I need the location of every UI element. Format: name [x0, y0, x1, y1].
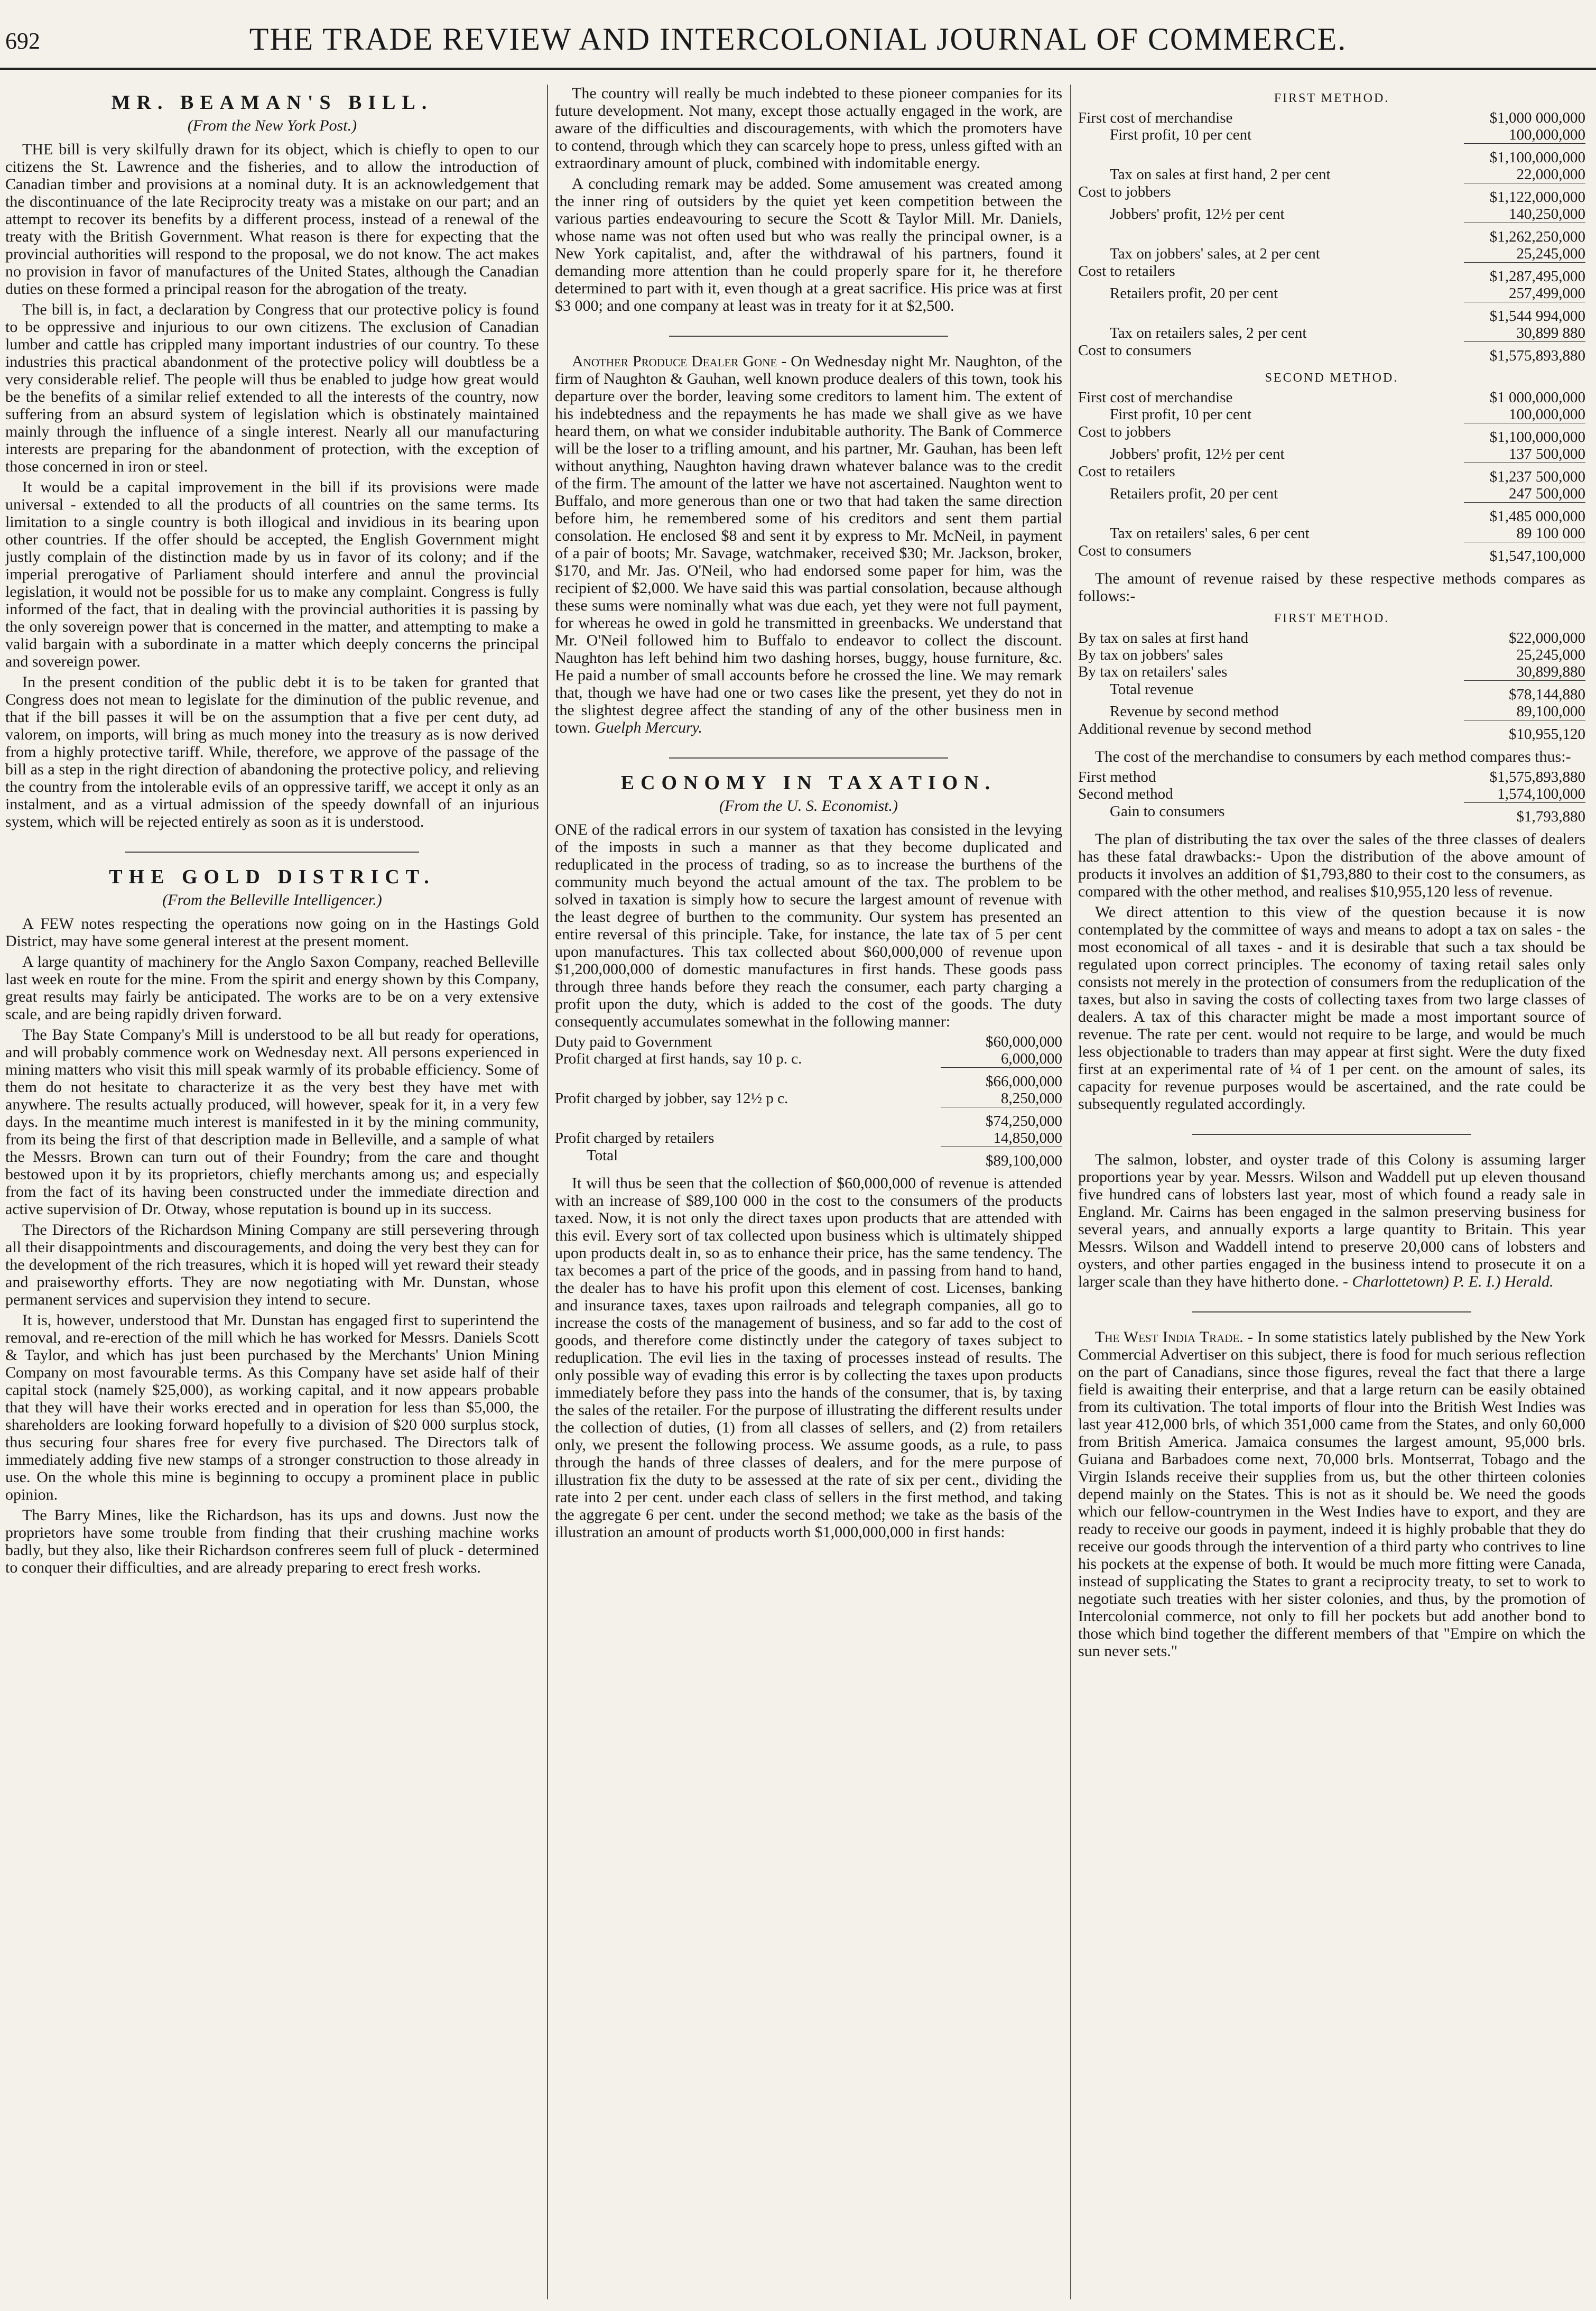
gold-source: (From the Belleville Intelligencer.)	[162, 891, 382, 909]
row-label: Jobbers' profit, 12½ per cent	[1110, 446, 1285, 463]
gold-paragraph: The Directors of the Richardson Mining Company are still persevering through all their disappointments and discouragements, and doing the very best they can for the development of the rich treasures, which it is hoped will yet reward their steady and praiseworthy efforts. They are now negotiating with Mr. Dunstan, whose permanent services and supervision they intend to secure.	[5, 1221, 539, 1308]
produce-text: - On Wednesday night Mr. Naughton, of the firm of Naughton & Gauhan, well known produce dealers of this town, took his departure over the border, leaving some creditors to lament him. The extent of his indebtedness and the repayments he has made we shall give as we have heard them, on what we consider indubitable authority. The Bank of Commerce will be the loser to a trifling amount, and his partner, Mr. Gauhan, has been left without anything, Naughton having drawn whatever balance was to the credit of the firm. The amount of the latter we have not ascertained. Naughton went to Buffalo, and more generous than one or two that had taken the same direction before him, he remembered some of his creditors and sent them partial consolation. He enclosed $8 and sent it by express to Mr. McNeil, in payment of a pair of boots; Mr. Savage, watchmaker, received $30; Mr. Jackson, broker, $170, and Mr. Jas. O'Neil, who had endorsed some paper for him, was the recipient of $2,000. We have said this was partial consolation, because although these sums were nominally what was due each, yet they were not full payment, for whereas he owed in gold he transmitted in greenbacks. We understand that Mr. O'Neil followed him to Buffalo to endeavor to collect the discount. Naughton has left behind him two dashing horses, buggy, house furniture, &c. He paid a number of small accounts before he crossed the line. We may remark that, though we have had one or two cases like the present, yet they do not in the slightest degree affect the standing of any of the other business men in town.	[555, 353, 1062, 736]
row-amount: $1,100,000,000	[1464, 423, 1585, 446]
row-amount: $10,955,120	[1464, 720, 1585, 743]
row-label: Jobbers' profit, 12½ per cent	[1110, 206, 1285, 223]
westindia-article	[1078, 1328, 1585, 1660]
row-amount: $1,575,893,880	[1489, 769, 1585, 785]
row-label: Cost to retailers	[1078, 463, 1175, 480]
table-row	[1078, 206, 1585, 223]
column-rule	[1070, 85, 1071, 2299]
table-row	[555, 1090, 1062, 1107]
economy-body: It will thus be seen that the collection of $60,000,000 of revenue is attended with an increase of $89,100 000 in the cost to the consumers of the products taxed. Now, it is not only the direct taxes upon products that are attended with this evil. Every sort of tax collected upon business which is ultimately shipped upon products dealt in, so as to enhance their price, has the same tendency. The tax becomes a part of the price of the goods, and in passing from hand to hand, the dealer has to have his profit upon this element of cost. Licenses, banking and insurance taxes, taxes upon railroads and telegraph companies, all go to increase the costs of the management of business, and so far add to the cost of goods, and therefore come distinctly under the category of taxes subject to reduplication. The evil lies in the taxing of processes instead of results. The only possible way of evading this error is by collecting the taxes upon products immediately before they pass into the hands of the consumer, that is, by taxing the sales of the retailer. For the purpose of illustrating the different results under the collection of duties, (1) from all classes of sellers, and (2) from retailers only, we present the following process. We assume goods, as a rule, to pass through the hands of three classes of dealers, and for the mere purpose of illustration fix the duty to be assessed at the rate of six per cent., dividing the rate into 2 per cent. under each class of sellers in the first method, and taking the aggregate 6 per cent. under the second method; we take as the basis of the illustration an amount of products worth $1,000,000,000 in first hands:	[555, 1175, 1062, 1541]
row-label: Gain to consumers	[1110, 802, 1225, 820]
first-method-title: FIRST METHOD.	[1274, 91, 1390, 105]
row-amount: 25,245,000	[1516, 245, 1585, 262]
salmon-article: The salmon, lobster, and oyster trade of this Colony is assuming larger proportions year by year. Messrs. Wilson and Waddell put up eleven thousand five hundred cans of lobsters last year, most of which found a ready sale in England. Mr. Cairns has been engaged in the salmon preserving business for several years, and annually exports a large quantity to Britain. This year Messrs. Wilson and Waddell intend to preserve 20,000 cans of lobsters and oysters, and other parties engaged in the business intend to prosecute it on a larger scale than they have hitherto done. - Charlottetown) P. E. I.) Herald.	[1078, 1151, 1585, 1290]
bill-paragraph: In the present condition of the public debt it is to be taken for granted that Congress does not mean to legislate for the diminution of the public revenue, and that if the bill passes it will be on the assumption that a five per cent duty, ad valorem, on imports, will bring as much money into the treasury as is now derived from a highly protective tariff. While, therefore, we approve of the passage of the bill as a step in the right direction of abandoning the protective policy, and relieving the country from the intolerable evils of an oppressive tariff, we accept it only as an instalment, and as a virtual admission of the speedy downfall of an injurious system, which will be rejected entirely as soon as it is understood.	[5, 673, 539, 830]
economy-source: (From the U. S. Economist.)	[719, 797, 898, 815]
page-header	[0, 21, 1596, 63]
row-amount: $66,000,000	[941, 1068, 1062, 1090]
gold-paragraph: A concluding remark may be added. Some amusement was created among the inner ring of outsiders by the quiet yet keen competition between the various parties endeavouring to secure the Scott & Taylor Mill. Mr. Daniels, whose name was not often used but who was really the principal owner, is a New York capitalist, and, after the withdrawal of his partners, found it demanding more attention than he could properly spare for it, he therefore determined to part with it, even though at a great sacrifice. His price was at first $3 000; and one company at least was in treaty for it at $2,500.	[555, 175, 1062, 315]
first-method-table	[1078, 109, 1585, 364]
table-row	[1078, 223, 1585, 246]
westindia-lead: The West India Trade.	[1095, 1328, 1244, 1346]
bill-headline: MR. BEAMAN'S BILL.	[111, 91, 433, 114]
row-amount: $1,544 994,000	[1464, 302, 1585, 325]
table-row	[1078, 646, 1585, 663]
row-label: Cost to consumers	[1078, 341, 1192, 359]
row-label: Retailers profit, 20 per cent	[1110, 485, 1278, 502]
table-row	[1078, 503, 1585, 525]
table-row	[1078, 325, 1585, 342]
row-label	[1078, 144, 1464, 167]
table-row	[1078, 342, 1585, 365]
section-divider	[669, 336, 948, 337]
journal-title: THE TRADE REVIEW AND INTERCOLONIAL JOURNAL OF COMMERCE.	[249, 22, 1347, 57]
table-row	[1078, 302, 1585, 325]
table-row	[1078, 183, 1585, 206]
second-method-title: SECOND METHOD.	[1265, 371, 1399, 385]
table-row	[1078, 446, 1585, 463]
row-label: Revenue by second method	[1110, 703, 1279, 720]
bill-source: (From the New York Post.)	[187, 117, 357, 134]
column-2	[555, 85, 1062, 2299]
row-amount: 247 500,000	[1509, 485, 1585, 502]
row-amount: $1,000 000,000	[1489, 109, 1585, 126]
revenue-title: FIRST METHOD.	[1274, 612, 1390, 625]
row-amount: $22,000,000	[1509, 630, 1585, 646]
table-row	[1078, 803, 1585, 826]
row-amount: 14,850,000	[993, 1130, 1062, 1147]
row-amount: $1,237 500,000	[1464, 463, 1585, 486]
row-label: Tax on jobbers' sales, at 2 per cent	[1110, 245, 1320, 262]
table-row	[1078, 423, 1585, 446]
economy-headline: ECONOMY IN TAXATION.	[620, 772, 997, 794]
row-label: First method	[1078, 769, 1156, 785]
second-method-table	[1078, 389, 1585, 565]
row-amount: 30,899 880	[1516, 325, 1585, 341]
row-amount: $1,793,880	[1464, 803, 1585, 826]
table-row	[555, 1068, 1062, 1090]
revenue-table	[1078, 630, 1585, 743]
row-label: By tax on jobbers' sales	[1078, 646, 1223, 663]
row-label: Tax on retailers' sales, 6 per cent	[1110, 525, 1310, 542]
row-amount: 8,250,000	[1001, 1090, 1062, 1107]
gold-paragraph: The Barry Mines, like the Richardson, has its ups and downs. Just now the proprietors have some trouble from finding that their crushing machine works badly, but they also, like their Richardson confreres seem full of pluck - determined to conquer their difficulties, and are already preparing to erect fresh works.	[5, 1506, 539, 1576]
table-row	[1078, 463, 1585, 486]
row-label: Retailers profit, 20 per cent	[1110, 285, 1278, 302]
table-row	[1078, 681, 1585, 704]
table-row	[1078, 389, 1585, 406]
row-label	[1078, 503, 1464, 525]
salmon-credit: Charlottetown) P. E. I.) Herald.	[1352, 1273, 1554, 1290]
bill-paragraph: The bill is, in fact, a declaration by Congress that our protective policy is found to be oppressive and injurious to our own citizens. The exclusion of Canadian lumber and cattle has crippled many important industries of our country. To these industries this practical abandonment of the protective policy will doubtless be a very considerable relief. The people will thus be enabled to judge how great would be the benefits of a similar relief extended to all the interests of the country, now suffering from an absurd system of legislation which is obstinately maintained mainly through the influence of a single interest. Nearly all our manufacturing interests are preparing for the abandonment of protection, with the exception of those concerned in iron or steel.	[5, 301, 539, 475]
row-label: First profit, 10 per cent	[1110, 126, 1252, 143]
row-label: Duty paid to Government	[555, 1033, 712, 1050]
row-amount: $89,100,000	[941, 1147, 1062, 1170]
table-row	[1078, 406, 1585, 423]
page-number: 692	[5, 28, 40, 54]
table-row	[1078, 542, 1585, 565]
table-row	[1078, 263, 1585, 285]
row-amount: 25,245,000	[1516, 646, 1585, 663]
row-label: First cost of merchandise	[1078, 109, 1233, 126]
row-amount: $60,000,000	[986, 1033, 1062, 1050]
section-divider	[125, 852, 419, 853]
table-row	[1078, 720, 1585, 743]
cost-table	[1078, 769, 1585, 825]
row-amount: 140,250,000	[1509, 206, 1585, 223]
row-label: Total revenue	[1110, 680, 1194, 698]
row-label: Additional revenue by second method	[1078, 720, 1312, 737]
table-row	[1078, 485, 1585, 503]
row-amount: 22,000,000	[1516, 166, 1585, 183]
gold-paragraph: The Bay State Company's Mill is understood to be all but ready for operations, and will probably commence work on Wednesday next. All persons experienced in mining matters who visit this mill speak warmly of its probable efficiency. Some of them do not hesitate to characterize it as the very best they have met with anywhere. The results actually produced, will however, speak for it, in a very few days. In the meantime much interest is manifested in it by the mining community, from its being the first of that description made in Belleville, and a sample of what the Messrs. Brown can turn out of their Foundry; from the care and thought bestowed upon it by its proprietors, chiefly merchants among us; and especially from the fact of its having been constructed under the immediate direction and active supervision of Dr. Otway, whose reputation is bound up in its success.	[5, 1026, 539, 1218]
row-amount: 89 100 000	[1516, 525, 1585, 542]
row-amount: $74,250,000	[941, 1107, 1062, 1130]
row-label: Profit charged at first hands, say 10 p. c.	[555, 1050, 802, 1067]
row-amount: 137 500,000	[1509, 446, 1585, 463]
bill-paragraph: It would be a capital improvement in the bill if its provisions were made universal - extended to all the products of all countries on the same terms. Its limitation to a single country is both illogical and invidious in its bearing upon other countries. If the offer should be accepted, the English Government might justly complain of the distinction made by us in favor of its colony; and if the imperial prerogative of Parliament should interfere and annul the provincial legislation, it would not be possible for us to make any complaint. Congress is fully informed of the fact, that in dealing with the provincial authorities it is passing by the only sovereign power that is concerned in the matter, and attempting to make a valid bargain with a subordinate in a matter which deeply concerns the principal and sovereign power.	[5, 478, 539, 670]
row-label	[555, 1107, 941, 1130]
row-label: First profit, 10 per cent	[1110, 406, 1252, 423]
revenue-intro: The amount of revenue raised by these respective methods compares as follows:-	[1078, 570, 1585, 605]
produce-credit: Guelph Mercury.	[595, 719, 702, 736]
table-row	[1078, 769, 1585, 785]
column-1	[5, 85, 539, 2299]
economy-closing: The plan of distributing the tax over the sales of the three classes of dealers has these fatal drawbacks:- Upon the distribution of the above amount of products it involves an addition of $1,793,880 to their cost to the consumers, as compared with the other method, and realises $10,955,120 less of revenue.	[1078, 830, 1585, 900]
gold-paragraph: A FEW notes respecting the operations now going on in the Hastings Gold District, may have some general interest at the present moment.	[5, 915, 539, 950]
row-label: Cost to retailers	[1078, 262, 1175, 280]
row-label: First cost of merchandise	[1078, 389, 1233, 406]
row-label	[555, 1068, 941, 1090]
table-row	[555, 1107, 1062, 1130]
table-row	[1078, 144, 1585, 167]
gold-headline: THE GOLD DISTRICT.	[109, 866, 435, 888]
gold-paragraph: It is, however, understood that Mr. Dunstan has engaged first to superintend the removal, and re-erection of the mill which he has worked for Messrs. Daniels Scott & Taylor, and which has just been purchased by the Merchants' Union Mining Company on most favourable terms. As this Company have set aside half of their capital stock (namely $25,000), as working capital, and it now appears probable that they will have their works erected and in operation for less than $5,000, the shareholders are looking forward hopefully to a division of $20 000 surplus stock, thus securing four shares free for every five purchased. The Directors talk of immediately adding five new stamps of a stronger construction to those already in use. On the whole this mine is beginning to occupy a prominent place in public opinion.	[5, 1311, 539, 1503]
row-amount: 6,000,000	[1001, 1050, 1062, 1067]
column-rule	[547, 85, 548, 2299]
economy-intro: ONE of the radical errors in our system of taxation has consisted in the levying of the imposts in such a manner as that they become duplicated and reduplicated in the process of trading, so as to increase the burthens of the community much beyond the actual amount of the tax. The problem to be solved in taxation is simply how to secure the largest amount of revenue with the least degree of burthen to the community. Our system has presented an entire reversal of this principle. Take, for instance, the late tax of 5 per cent upon manufactures. This tax collected about $60,000,000 of revenue upon $1,200,000,000 of domestic manufactures in first hands. These goods pass through three hands before they reach the consumer, each party charging a profit upon the duty, which is added to the cost of the goods. The duty consequently accumulates somewhat in the following manner:	[555, 821, 1062, 1030]
row-label: By tax on retailers' sales	[1078, 663, 1228, 680]
row-label: By tax on sales at first hand	[1078, 630, 1249, 646]
row-label: Cost to jobbers	[1078, 183, 1171, 200]
row-label: Cost to jobbers	[1078, 423, 1171, 440]
westindia-text: - In some statistics lately published by the New York Commercial Advertiser on this subject, there is food for much serious reflection on the part of Canadians, since those figures, reveal the fact that there a large field is awaiting their enterprise, and that a large return can be easily obtained from its cultivation. The total imports of flour into the British West Indies was last year 412,000 brls, of which 351,000 came from the States, and only 60,000 from British America. Jamaica consumes the largest amount, 95,000 brls. Guiana and Barbadoes come next, 70,000 brls. Montserrat, Tobago and the Virgin Islands receive their supplies from us, but the other thirteen colonies depend mainly on the States. This is not as it should be. We need the goods which our fellow-countrymen in the West Indies have to export, and they are ready to receive our goods in payment, indeed it is highly probable that they do receive our goods through the intervention of a third party who contrives to line his pockets at the expense of both. It would be much more fitting were Canada, instead of supplicating the States to grant a reciprocity treaty, to set to work to negotiate such treaties with her sister colonies, and thus, by the promotion of Intercolonial commerce, not only to fill her pockets but add another bond to those which bind together the different members of that "Empire on which the sun never sets."	[1078, 1328, 1585, 1660]
row-label: Tax on sales at first hand, 2 per cent	[1110, 166, 1331, 183]
row-label: Cost to consumers	[1078, 542, 1192, 559]
row-amount: 100,000,000	[1509, 126, 1585, 143]
table-row	[1078, 785, 1585, 803]
row-amount: 30,899,880	[1516, 663, 1585, 680]
table-row	[555, 1130, 1062, 1147]
produce-article	[555, 353, 1062, 736]
column-3	[1078, 85, 1585, 2299]
row-amount: $1,122,000,000	[1464, 183, 1585, 206]
gold-paragraph: The country will really be much indebted to these pioneer companies for its future development. Not many, except those actually engaged in the work, are aware of the difficulties and discouragements, with which the promoters have to contend, through which they can scarcely hope to press, unless gifted with an extraordinary amount of pluck, combined with indomitable energy.	[555, 85, 1062, 172]
bill-paragraph: THE bill is very skilfully drawn for its object, which is chiefly to open to our citizens the St. Lawrence and the fisheries, and to allow the introduction of Canadian timber and provisions at a nominal duty. It is an acknowledgement that the discontinuance of the late Reciprocity treaty was a mistake on our part; and an attempt to recover its benefits by a different process, instead of a renewal of the treaty with the British Government. What reason is there for expecting that the provincial authorities will respond to the proposal, we do not know. The act makes no provision in favor of manufactures of the United States, although the Canadian duties on these formed a principal reason for the abrogation of the treaty.	[5, 141, 539, 298]
row-amount: $78,144,880	[1464, 681, 1585, 704]
row-amount: $1,575,893,880	[1464, 342, 1585, 365]
section-divider	[1192, 1311, 1471, 1312]
row-amount: 1,574,100,000	[1497, 785, 1585, 802]
table-row	[1078, 663, 1585, 681]
row-label: Second method	[1078, 785, 1173, 802]
gold-paragraph: A large quantity of machinery for the Anglo Saxon Company, reached Belleville last week en route for the mine. From the spirit and energy shown by this Company, great results may fairly be anticipated. The works are to be on a very extensive scale, and are being rapidly driven forward.	[5, 953, 539, 1023]
row-amount: $1,287,495,000	[1464, 263, 1585, 285]
table-row	[1078, 245, 1585, 263]
row-amount: $1,547,100,000	[1464, 542, 1585, 565]
row-label: Profit charged by jobber, say 12½ p c.	[555, 1090, 788, 1107]
row-amount: $1,262,250,000	[1464, 223, 1585, 246]
table-row	[1078, 285, 1585, 302]
table-row	[1078, 126, 1585, 144]
table-row	[555, 1033, 1062, 1050]
table-row	[1078, 703, 1585, 720]
row-amount: 100,000,000	[1509, 406, 1585, 423]
row-label: Total	[587, 1147, 618, 1164]
header-rule	[0, 68, 1596, 70]
cost-intro: The cost of the merchandise to consumers by each method compares thus:-	[1095, 748, 1571, 765]
table-row	[1078, 525, 1585, 542]
table-row	[1078, 109, 1585, 126]
row-amount: 89,100,000	[1516, 703, 1585, 720]
row-label	[1078, 302, 1464, 325]
row-label: Profit charged by retailers	[555, 1130, 715, 1147]
salmon-text: The salmon, lobster, and oyster trade of this Colony is assuming larger proportions year by year. Messrs. Wilson and Waddell put up eleven thousand five hundred cans of lobsters last year, most of which found a ready sale in England. Mr. Cairns has been engaged in the salmon preserving business for several years, and annually exports a large quantity to Britain. This year Messrs. Wilson and Waddell intend to preserve 20,000 cans of lobsters and oysters, and other parties engaged in the business intend to prosecute it on a larger scale than they have hitherto done.	[1078, 1151, 1585, 1290]
table-row	[555, 1050, 1062, 1068]
table-row	[1078, 166, 1585, 183]
row-amount: $1,100,000,000	[1464, 144, 1585, 167]
table-row	[1078, 630, 1585, 646]
table-row	[555, 1147, 1062, 1170]
row-label	[1078, 223, 1464, 246]
economy-closing: We direct attention to this view of the question because it is now contemplated by the committee of ways and means to adopt a tax on sales - the most economical of all taxes - and it is desirable that such a tax should be regulated upon correct principles. The economy of taxing retail sales only consists not merely in the protection of consumers from the reduplication of the taxes, but also in saving the costs of collecting taxes from two large classes of dealers. A tax of this character might be made a most important source of revenue. The rate per cent. would not require to be large, and would be much less objectionable to traders than may appear at first sight. Were the duty fixed first at an experimental rate of ¼ of 1 per cent. on the amount of sales, its capacity for revenue purposes would be ascertained, and the rate could be subsequently regulated accordingly.	[1078, 903, 1585, 1113]
duty-table	[555, 1033, 1062, 1169]
row-amount: $1,485 000,000	[1464, 503, 1585, 525]
produce-lead: Another Produce Dealer Gone	[572, 353, 777, 370]
section-divider	[1192, 1134, 1471, 1135]
row-amount: $1 000,000,000	[1489, 389, 1585, 406]
section-divider	[669, 757, 948, 759]
row-label: Tax on retailers sales, 2 per cent	[1110, 325, 1307, 341]
row-amount: 257,499,000	[1509, 285, 1585, 302]
